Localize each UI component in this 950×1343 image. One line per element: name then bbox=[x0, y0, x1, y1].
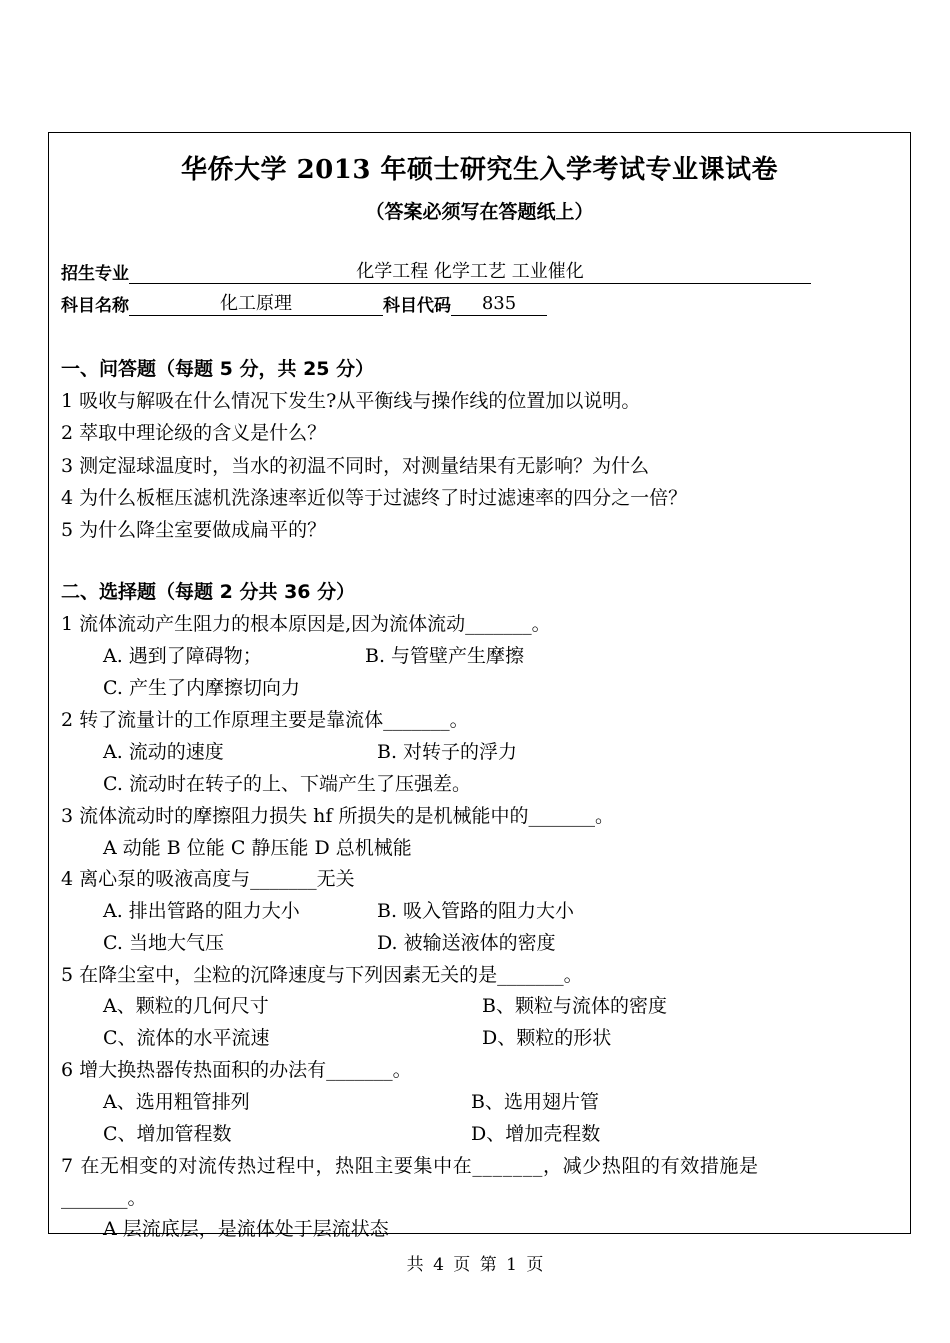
exam-subtitle: （答案必须写在答题纸上） bbox=[365, 201, 594, 223]
q4-option-c: C. 当地大气压 bbox=[103, 932, 224, 954]
major-label: 招生专业 bbox=[61, 264, 129, 284]
q5-option-b: B、颗粒与流体的密度 bbox=[482, 995, 667, 1017]
footer-current-page: 1 bbox=[506, 1255, 517, 1275]
q5-option-d: D、颗粒的形状 bbox=[482, 1027, 612, 1049]
q6-option-d: D、增加壳程数 bbox=[471, 1123, 601, 1145]
s1-question-5: 5 为什么降尘室要做成扁平的？ bbox=[61, 519, 327, 541]
q5-option-a: A、颗粒的几何尺寸 bbox=[103, 995, 269, 1017]
subject-label: 科目名称 bbox=[61, 296, 129, 316]
q2-option-b: B. 对转子的浮力 bbox=[377, 741, 518, 763]
s2-question-1: 1 流体流动产生阻力的根本原因是,因为流体流动_______。 bbox=[61, 613, 551, 635]
s1-question-4: 4 为什么板框压滤机洗涤速率近似等于过滤终了时过滤速率的四分之一倍？ bbox=[61, 487, 688, 509]
q1-option-a: A. 遇到了障碍物； bbox=[103, 645, 262, 667]
q4-option-a: A. 排出管路的阻力大小 bbox=[103, 900, 300, 922]
exam-paper-frame bbox=[48, 132, 911, 1240]
s1-question-2: 2 萃取中理论级的含义是什么？ bbox=[61, 422, 327, 444]
q2-option-a: A. 流动的速度 bbox=[103, 741, 224, 763]
s2-question-7-continued: _______。 bbox=[61, 1187, 147, 1209]
q3-options: A 动能 B 位能 C 静压能 D 总机械能 bbox=[103, 837, 412, 859]
q4-option-d: D. 被输送液体的密度 bbox=[377, 932, 556, 954]
q2-option-c: C. 流动时在转子的上、下端产生了压强差。 bbox=[103, 773, 471, 795]
s2-question-5: 5 在降尘室中，尘粒的沉降速度与下列因素无关的是_______。 bbox=[61, 964, 583, 986]
q5-option-c: C、流体的水平流速 bbox=[103, 1027, 270, 1049]
footer-total-label: 共 bbox=[406, 1255, 424, 1275]
q1-option-c: C. 产生了内摩擦切向力 bbox=[103, 677, 300, 699]
s2-question-4: 4 离心泵的吸液高度与_______无关 bbox=[61, 868, 355, 890]
exam-title: 华侨大学 2013 年硕士研究生入学考试专业课试卷 bbox=[181, 155, 778, 185]
section2-heading: 二、选择题（每题 2 分共 36 分） bbox=[61, 581, 356, 603]
major-value: 化学工程 化学工艺 工业催化 bbox=[129, 261, 811, 284]
page-footer bbox=[0, 1250, 950, 1275]
q6-option-c: C、增加管程数 bbox=[103, 1123, 232, 1145]
code-label: 科目代码 bbox=[383, 296, 451, 316]
footer-page-unit: 页 bbox=[453, 1255, 471, 1275]
q6-option-a: A、选用粗管排列 bbox=[103, 1091, 250, 1113]
code-value: 835 bbox=[451, 293, 547, 316]
s1-question-3: 3 测定湿球温度时，当水的初温不同时，对测量结果有无影响？为什么 bbox=[61, 455, 650, 477]
footer-current-label: 第 bbox=[479, 1255, 497, 1275]
section1-heading: 一、问答题（每题 5 分，共 25 分） bbox=[61, 358, 375, 380]
s1-question-1: 1 吸收与解吸在什么情况下发生?从平衡线与操作线的位置加以说明。 bbox=[61, 390, 641, 412]
subject-row bbox=[61, 291, 547, 316]
q1-option-b: B. 与管壁产生摩擦 bbox=[365, 645, 525, 667]
q7-option-a: A 层流底层，是流体处于层流状态 bbox=[103, 1218, 389, 1240]
footer-total-pages: 4 bbox=[433, 1255, 444, 1275]
s2-question-2: 2 转了流量计的工作原理主要是靠流体_______。 bbox=[61, 709, 469, 731]
major-row bbox=[61, 259, 811, 284]
q4-option-b: B. 吸入管路的阻力大小 bbox=[377, 900, 575, 922]
s2-question-6: 6 增大换热器传热面积的办法有_______。 bbox=[61, 1059, 412, 1081]
footer-current-unit: 页 bbox=[526, 1255, 544, 1275]
q6-option-b: B、选用翅片管 bbox=[471, 1091, 599, 1113]
s2-question-7: 7 在无相变的对流传热过程中，热阻主要集中在_______，减少热阻的有效措施是 bbox=[61, 1155, 759, 1177]
s2-question-3: 3 流体流动时的摩擦阻力损失 hf 所损失的是机械能中的_______。 bbox=[61, 805, 614, 827]
subject-value: 化工原理 bbox=[129, 293, 383, 316]
